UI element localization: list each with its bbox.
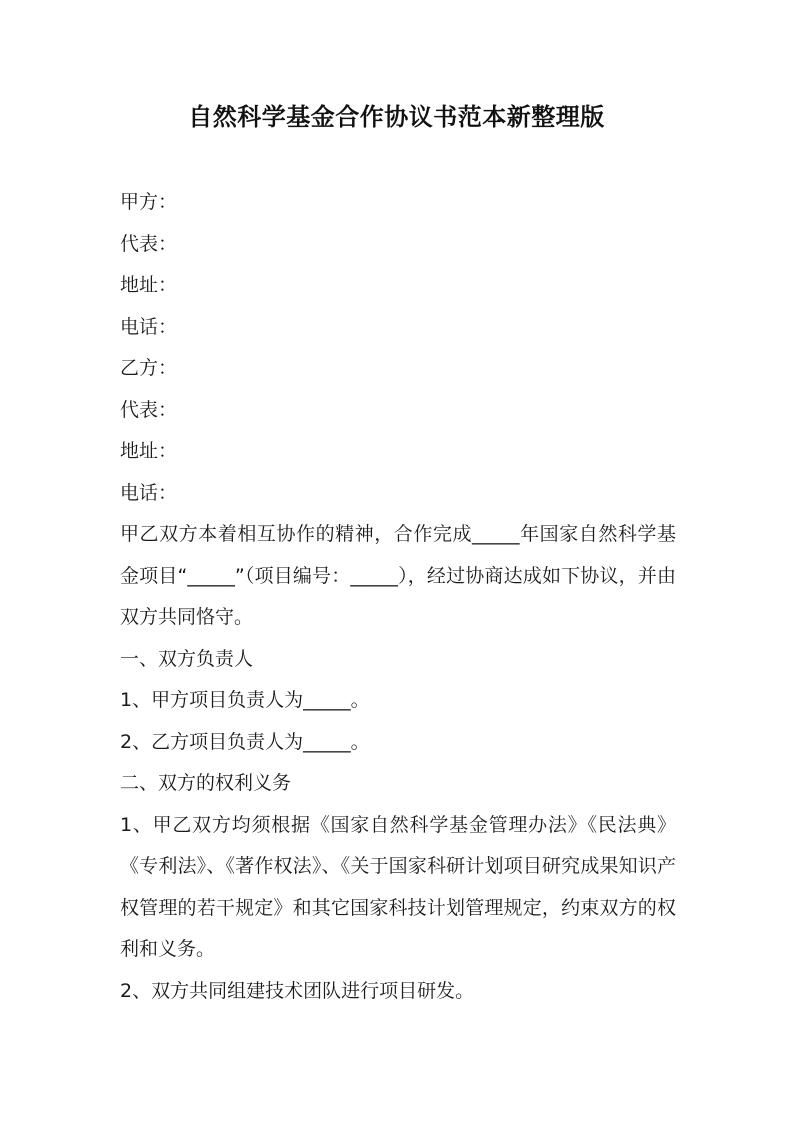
- party-a-line: 甲方：: [120, 191, 178, 213]
- party-a-phone-line: 电话：: [120, 315, 178, 338]
- party-b-address-line: 地址：: [120, 440, 178, 462]
- party-b-representative-line: 代表：: [120, 398, 178, 421]
- section2-item-2: 2、双方共同组建技术团队进行项目研发。: [120, 979, 475, 1002]
- party-b-phone-line: 电话：: [120, 481, 178, 504]
- section-heading-responsible: 一、双方负责人: [120, 647, 254, 670]
- section1-item-2: 2、乙方项目负责人为_____。: [120, 730, 370, 753]
- document-title: 自然科学基金合作协议书范本新整理版: [188, 103, 605, 131]
- section1-item-1: 1、甲方项目负责人为_____。: [120, 689, 370, 711]
- party-a-address-line: 地址：: [120, 274, 178, 296]
- document-body: [120, 182, 676, 1012]
- intro-paragraph: 甲乙双方本着相互协作的精神，合作完成_____年国家自然科学基金项目“_____”（项目编号：_____），经过协商达成如下协议，并由双方共同恪守。: [120, 523, 676, 628]
- party-a-representative-line: 代表：: [120, 232, 178, 255]
- section-heading-rights: 二、双方的权利义务: [120, 772, 292, 794]
- party-b-line: 乙方：: [120, 357, 178, 379]
- section2-item-1: 1、甲乙双方均须根据《国家自然科学基金管理办法》《民法典》《专利法》、《著作权法》、《关于国家科研计划项目研究成果知识产权管理的若干规定》和其它国家科技计划管理规定，约束双方的权利和义务。: [120, 813, 676, 960]
